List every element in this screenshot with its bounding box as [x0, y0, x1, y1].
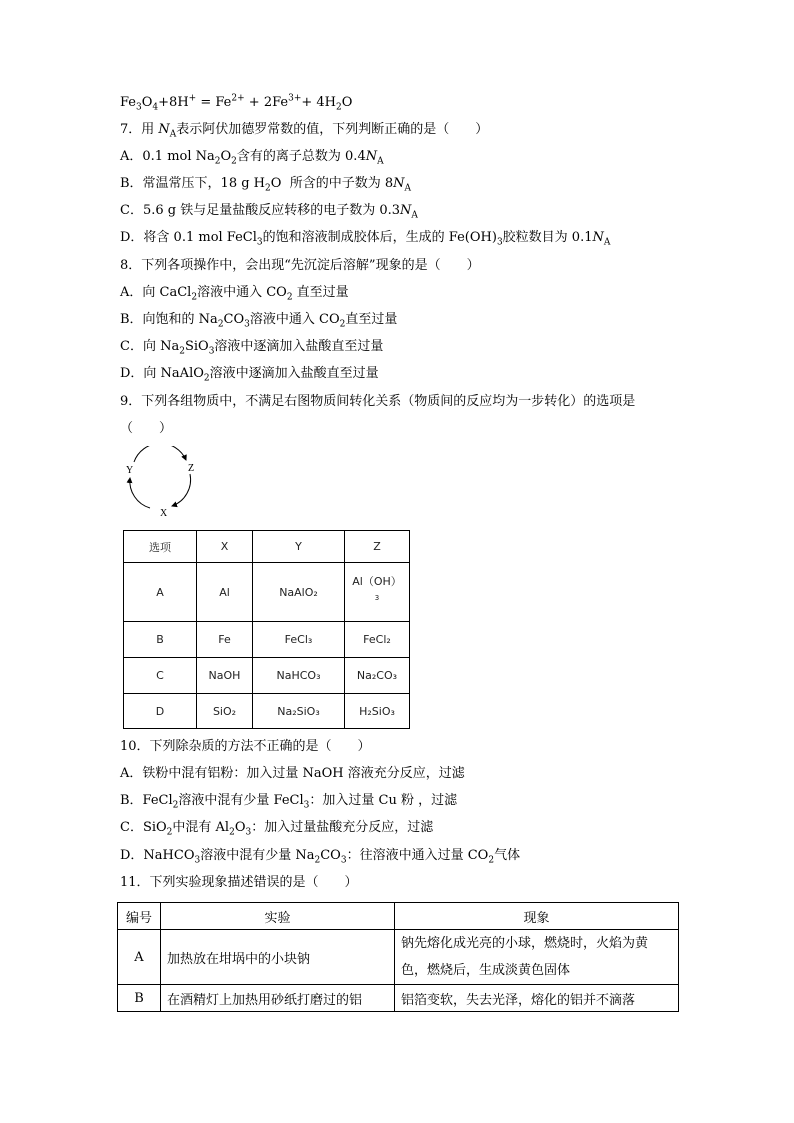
table-cell: Na₂CO₃ [345, 658, 410, 694]
q11-experiment-table [117, 902, 679, 1012]
cell-text: Al（OH） [352, 575, 402, 588]
table-row [118, 985, 679, 1012]
table-cell: NaHCO₃ [253, 658, 345, 694]
arrow-x-to-y [130, 478, 150, 508]
cell-subscript: 3 [374, 594, 380, 602]
table-row [124, 622, 410, 658]
table-cell: 加热放在坩埚中的小块钠 [161, 930, 395, 985]
header-cell: 选项 [124, 531, 197, 563]
table-cell: H₂SiO₃ [345, 694, 410, 729]
table-cell: SiO₂ [197, 694, 253, 729]
question-11-stem: 11．下列实验现象描述错误的是（ ） [120, 875, 358, 890]
table-cell: NaOH [197, 658, 253, 694]
cell-text: 色，燃烧后，生成淡黄色固体 [401, 963, 571, 978]
table-cell: B [124, 622, 197, 658]
table-cell [395, 930, 679, 985]
table-header-row [124, 531, 410, 563]
table-row [118, 930, 679, 985]
arrow-y-to-z [134, 446, 186, 462]
header-cell: 编号 [118, 903, 161, 930]
question-10-stem: 10．下列除杂质的方法不正确的是（ ） [120, 739, 371, 754]
table-row [124, 563, 410, 622]
table-cell: Na₂SiO₃ [253, 694, 345, 729]
node-y: Y [126, 465, 134, 476]
question-8-option-b: B．向饱和的 $Na_2CO_3$溶液中通入 $CO_2$直至过量 [120, 312, 398, 330]
table-cell: A [124, 563, 197, 622]
question-10-option-c: C．SiO$_2$中混有 $Al_2O_3$：加入过量盐酸充分反应，过滤 [120, 820, 434, 838]
conversion-cycle-diagram [120, 446, 200, 518]
table-cell: 铝箔变软，失去光泽，熔化的铝并不滴落 [395, 985, 679, 1012]
header-cell: 实验 [161, 903, 395, 930]
table-header-row [118, 903, 679, 930]
question-9-paren: （ ） [120, 421, 173, 436]
question-7-stem: 7．用 $N_A$表示阿伏加德罗常数的值，下列判断正确的是（ ） [120, 122, 489, 140]
node-z: Z [188, 463, 195, 474]
table-cell: Fe [197, 622, 253, 658]
header-cell: X [197, 531, 253, 563]
table-cell: A [118, 930, 161, 985]
table-cell: 在酒精灯上加热用砂纸打磨过的铝 [161, 985, 395, 1012]
equation-line: $Fe_3O_4+8H^+ = Fe^{2+} + 2Fe^{3+}+ 4H_2O$ [120, 93, 353, 113]
question-8-option-d: D．向 NaAlO$_2$溶液中逐滴加入盐酸直至过量 [120, 366, 379, 384]
table-cell: C [124, 658, 197, 694]
question-7-option-c: C．5.6 g 铁与足量盐酸反应转移的电子数为 $0.3N_A$ [120, 203, 418, 221]
q9-options-table [123, 530, 410, 729]
question-10-option-d: D．NaHCO$_3$溶液中混有少量 $Na_2CO_3$：往溶液中通入过量 $CO_2$气体 [120, 848, 521, 866]
question-8-stem: 8．下列各项操作中，会出现“先沉淀后溶解”现象的是（ ） [120, 258, 480, 273]
table-cell: D [124, 694, 197, 729]
header-cell: Z [345, 531, 410, 563]
question-7-option-d: D．将含 0.1 mol FeCl$_3$的饱和溶液制成胶体后，生成的 $Fe(OH)_3$胶粒数目为 $0.1N_A$ [120, 230, 611, 248]
table-cell: NaAlO₂ [253, 563, 345, 622]
question-7-option-b: B．常温常压下，18 g $H_2O$ 所含的中子数为 $8N_A$ [120, 176, 411, 194]
question-10-option-a: A．铁粉中混有铝粉：加入过量 NaOH 溶液充分反应，过滤 [120, 766, 465, 781]
question-8-option-c: C．向 $Na_2SiO_3$溶液中逐滴加入盐酸直至过量 [120, 339, 384, 357]
table-cell: FeCl₂ [345, 622, 410, 658]
node-x: X [160, 508, 168, 518]
header-cell: 现象 [395, 903, 679, 930]
question-9-stem: 9．下列各组物质中，不满足右图物质间转化关系（物质间的反应均为一步转化）的选项是 [120, 394, 636, 409]
question-8-option-a: A．向 CaCl$_2$溶液中通入 $CO_2$ 直至过量 [120, 285, 349, 303]
table-cell: B [118, 985, 161, 1012]
table-cell: FeCl₃ [253, 622, 345, 658]
question-10-option-b: B．FeCl$_2$溶液中混有少量 FeCl$_3$：加入过量 Cu 粉 ，过滤 [120, 793, 458, 811]
arrow-z-to-x [172, 474, 191, 506]
table-cell [345, 563, 410, 622]
table-row [124, 694, 410, 729]
question-7-option-a: A．0.1 mol $Na_2O_2$含有的离子总数为 $0.4N_A$ [120, 149, 384, 167]
table-row [124, 658, 410, 694]
header-cell: Y [253, 531, 345, 563]
table-cell: Al [197, 563, 253, 622]
cell-text: 钠先熔化成光亮的小球，燃烧时，火焰为黄 [401, 936, 649, 951]
